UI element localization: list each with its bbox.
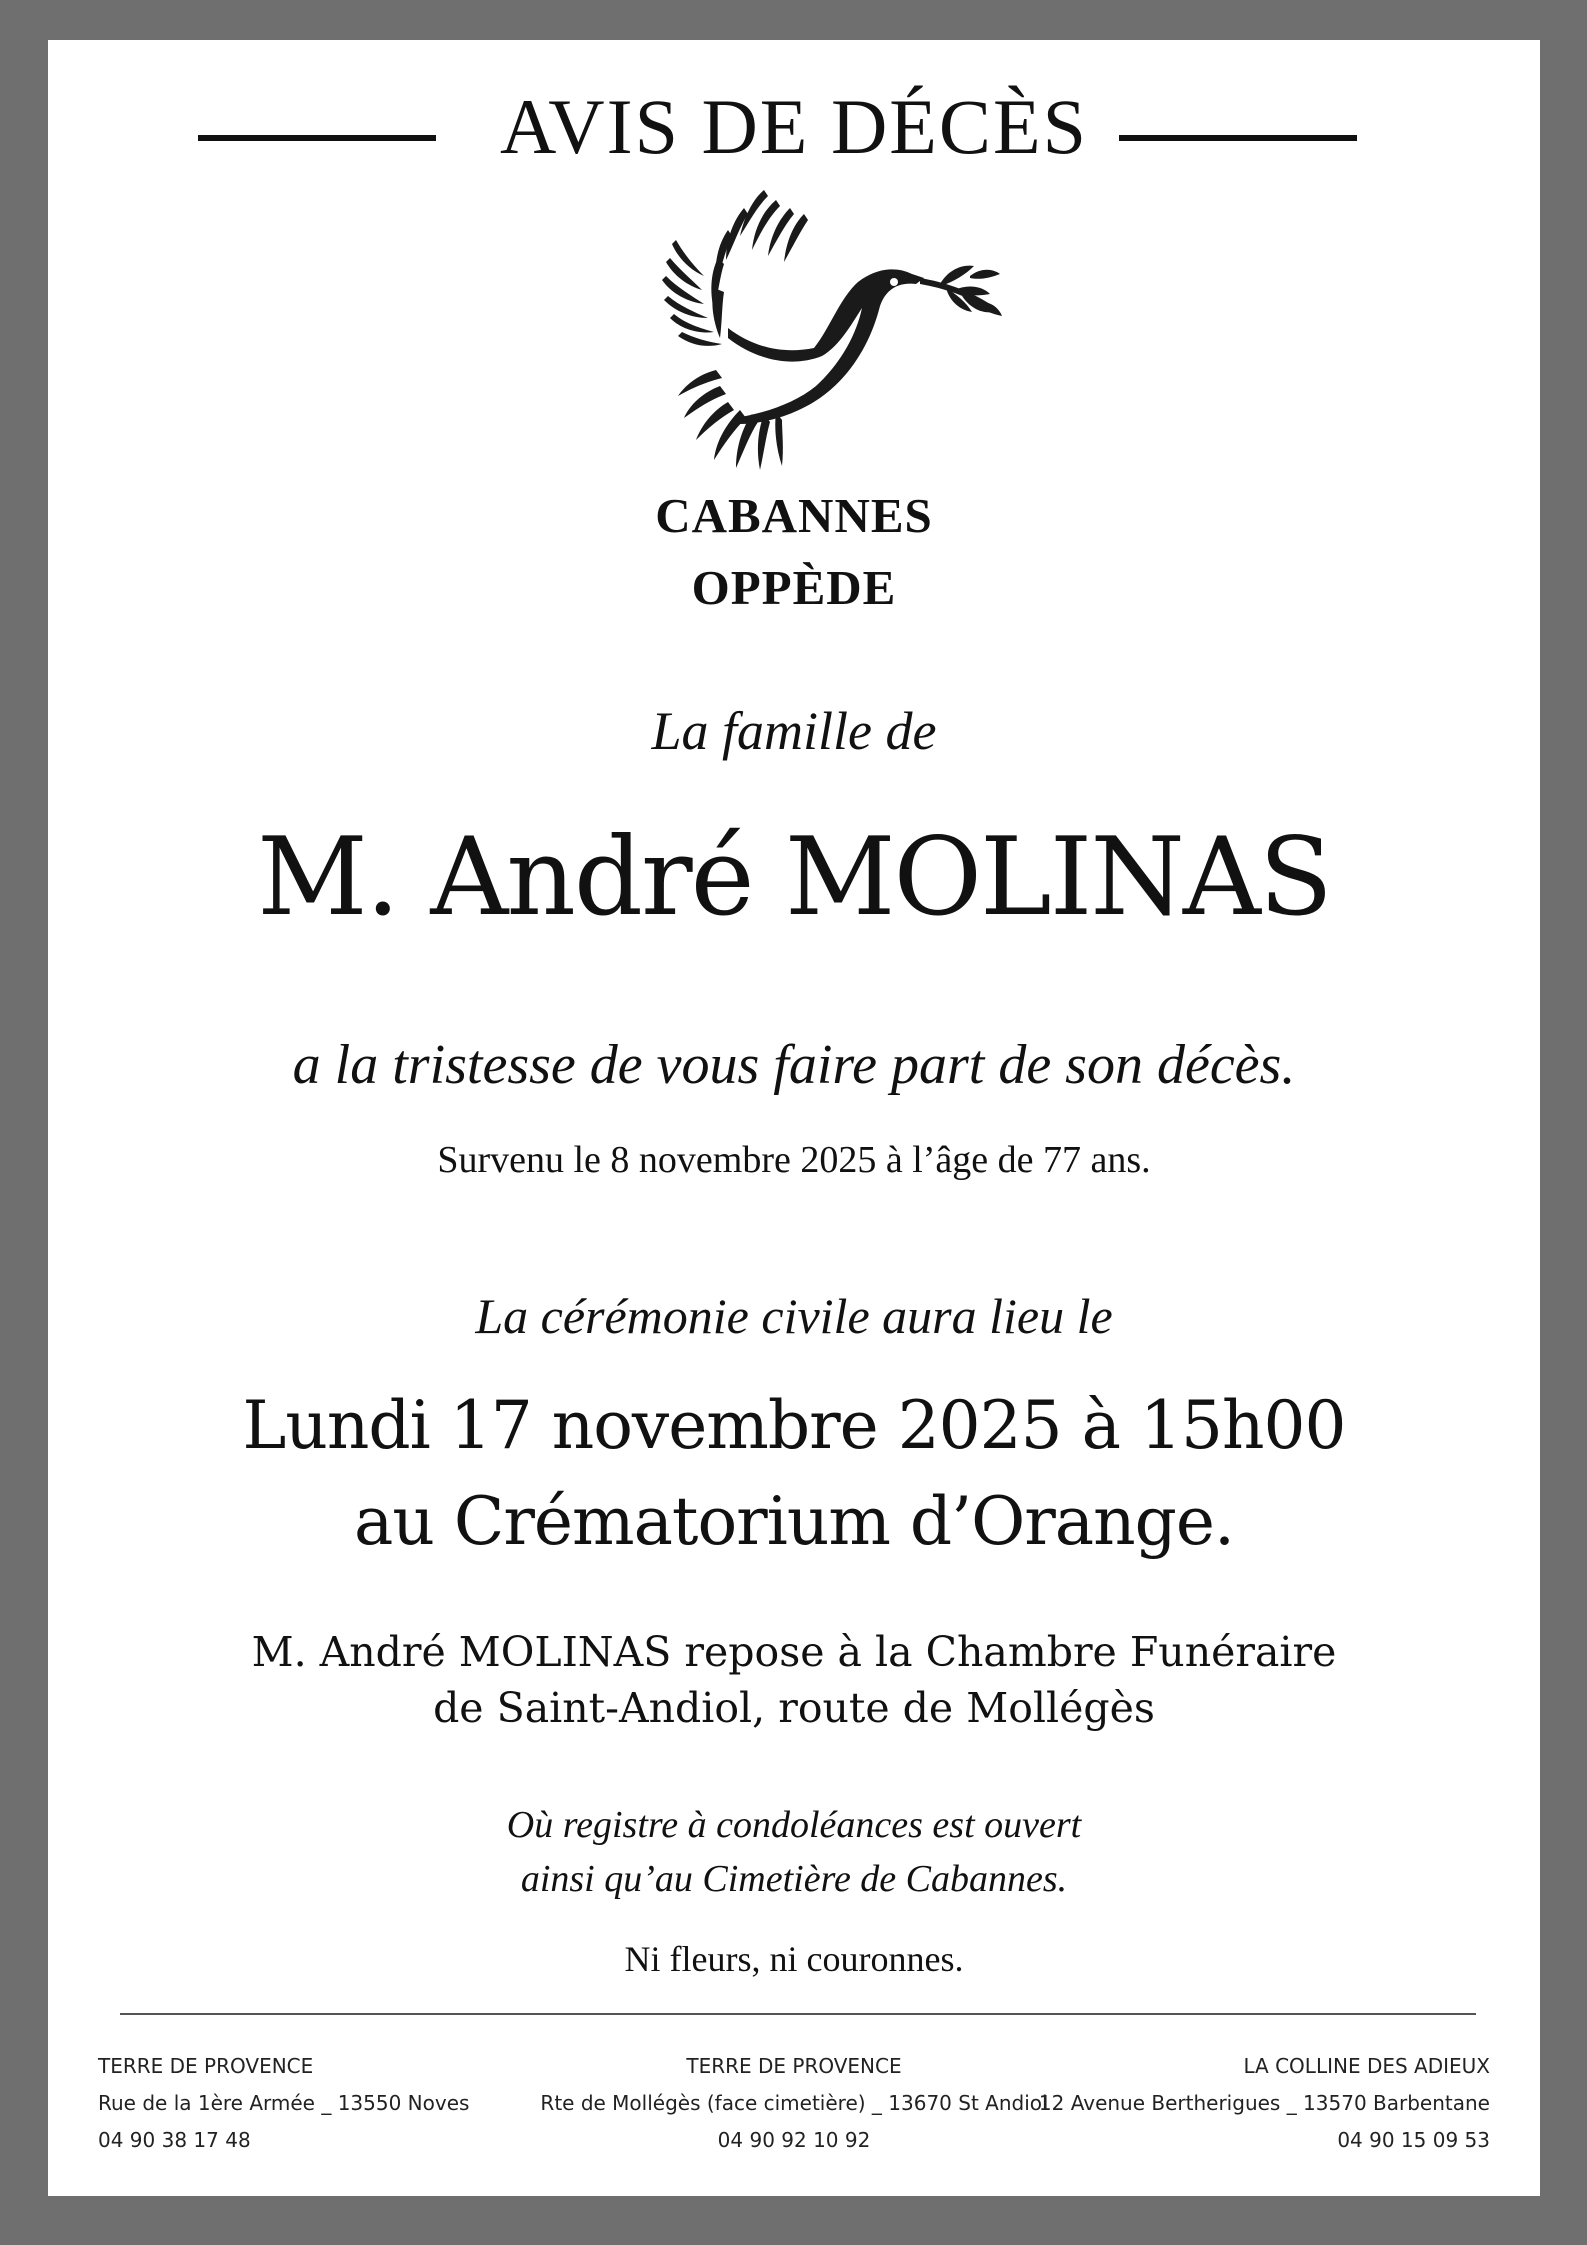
header-rule-right <box>1119 135 1357 141</box>
ceremony-details <box>48 1378 1540 1570</box>
towns-list <box>48 480 1540 624</box>
town-cabannes: CABANNES <box>655 488 933 543</box>
footer-right-name: LA COLLINE DES ADIEUX <box>1243 2054 1490 2078</box>
ceremony-intro: La cérémonie civile aura lieu le <box>475 1288 1113 1344</box>
dove-with-olive-branch-icon <box>644 178 1004 488</box>
announcement-text: a la tristesse de vous faire part de son décès. <box>292 1034 1296 1096</box>
footer-middle-name: TERRE DE PROVENCE <box>686 2054 902 2078</box>
footer-left-name: TERRE DE PROVENCE <box>98 2054 314 2078</box>
footer-left-address: Rue de la 1ère Armée _ 13550 Noves <box>98 2091 470 2115</box>
repose-text <box>48 1624 1540 1736</box>
footer-middle-address: Rte de Mollégès (face cimetière) _ 13670 St Andiol <box>540 2091 1048 2115</box>
footer-funeral-home-barbentane <box>1039 2048 1490 2159</box>
footer-right-phone: 04 90 15 09 53 <box>1337 2128 1490 2152</box>
footer-divider <box>120 2013 1476 2015</box>
footer-left-phone: 04 90 38 17 48 <box>98 2128 251 2152</box>
famille-intro: La famille de <box>651 701 937 761</box>
no-flowers-text: Ni fleurs, ni couronnes. <box>624 1939 964 1979</box>
registre-text <box>48 1798 1540 1906</box>
ceremony-date: Lundi 17 novembre 2025 à 15h00 <box>242 1387 1346 1464</box>
deceased-name: M. André MOLINAS <box>257 815 1331 940</box>
footer-right-address: 12 Avenue Bertherigues _ 13570 Barbentane <box>1038 2091 1490 2115</box>
registre-line-2: ainsi qu’au Cimetière de Cabannes. <box>520 1858 1068 1900</box>
death-date-text: Survenu le 8 novembre 2025 à l’âge de 77 ans. <box>437 1139 1151 1181</box>
notice-page <box>48 40 1540 2196</box>
footer-middle-phone: 04 90 92 10 92 <box>717 2128 871 2152</box>
header <box>48 72 1540 172</box>
ceremony-place: au Crématorium d’Orange. <box>354 1483 1234 1560</box>
registre-line-1: Où registre à condoléances est ouvert <box>506 1804 1082 1846</box>
page-title: AVIS DE DÉCÈS <box>500 83 1088 170</box>
town-oppede: OPPÈDE <box>691 560 897 615</box>
repose-line-1: M. André MOLINAS repose à la Chambre Funéraire <box>251 1628 1337 1676</box>
repose-line-2: de Saint-Andiol, route de Mollégès <box>433 1684 1155 1732</box>
